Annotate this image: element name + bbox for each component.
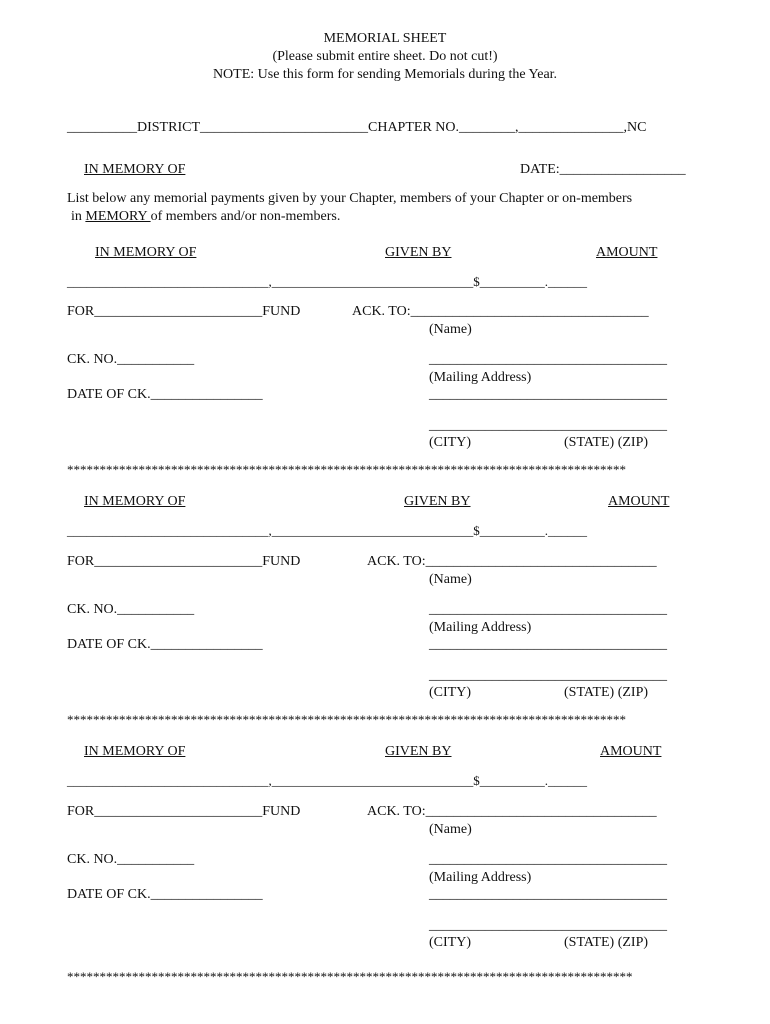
col-in-memory-of: IN MEMORY OF <box>84 744 186 759</box>
mailing-address-label: (Mailing Address) <box>429 870 532 885</box>
instructions-in: in <box>71 209 86 224</box>
section-separator: ************************************************************************************** <box>67 463 626 477</box>
city-state-zip-line[interactable]: __________________________________ <box>429 668 667 683</box>
name-label: (Name) <box>429 822 472 837</box>
col-amount: AMOUNT <box>608 494 670 509</box>
date-field[interactable]: DATE:__________________ <box>520 162 686 177</box>
in-memory-heading: IN MEMORY OF <box>84 162 186 177</box>
mailing-address-line[interactable]: __________________________________ <box>429 602 667 617</box>
entry-line[interactable]: _______________________________,_______________________________$__________.______ <box>67 773 587 788</box>
mailing-address-line-2[interactable]: __________________________________ <box>429 387 667 402</box>
col-in-memory-of: IN MEMORY OF <box>95 245 197 260</box>
instructions-memory: MEMORY <box>85 209 151 224</box>
memorial-entry-2 <box>0 494 770 734</box>
city-label: (CITY) <box>429 935 471 950</box>
form-title: MEMORIAL SHEET <box>323 31 447 46</box>
check-number-field[interactable]: CK. NO.___________ <box>67 602 195 617</box>
name-label: (Name) <box>429 572 472 587</box>
col-amount: AMOUNT <box>596 245 658 260</box>
for-fund-field[interactable]: FOR________________________FUND <box>67 804 301 819</box>
mailing-address-line[interactable]: __________________________________ <box>429 352 667 367</box>
district-chapter-line[interactable]: __________DISTRICT________________________CHAPTER NO.________,_______________,NC <box>67 120 647 135</box>
instructions-rest: of members and/or non-members. <box>150 209 341 224</box>
for-fund-field[interactable]: FOR________________________FUND <box>67 554 301 569</box>
mailing-address-label: (Mailing Address) <box>429 370 532 385</box>
ack-to-field[interactable]: ACK. TO:_________________________________ <box>367 554 657 569</box>
state-zip-label: (STATE) (ZIP) <box>564 435 649 450</box>
date-of-check-field[interactable]: DATE OF CK.________________ <box>67 387 263 402</box>
col-in-memory-of: IN MEMORY OF <box>84 494 186 509</box>
memorial-entry-1 <box>0 245 770 485</box>
check-number-field[interactable]: CK. NO.___________ <box>67 352 195 367</box>
entry-line[interactable]: _______________________________,_______________________________$__________.______ <box>67 274 587 289</box>
ack-to-field[interactable]: ACK. TO:_________________________________ <box>367 804 657 819</box>
check-number-field[interactable]: CK. NO.___________ <box>67 852 195 867</box>
col-given-by: GIVEN BY <box>385 245 452 260</box>
mailing-address-line[interactable]: __________________________________ <box>429 852 667 867</box>
for-fund-field[interactable]: FOR________________________FUND <box>67 304 301 319</box>
mailing-address-label: (Mailing Address) <box>429 620 532 635</box>
mailing-address-line-2[interactable]: __________________________________ <box>429 637 667 652</box>
form-subtitle: (Please submit entire sheet. Do not cut!) <box>272 49 498 64</box>
mailing-address-line-2[interactable]: __________________________________ <box>429 887 667 902</box>
instructions-line-1: List below any memorial payments given by your Chapter, members of your Chapter or on-members <box>67 191 633 206</box>
city-state-zip-line[interactable]: __________________________________ <box>429 918 667 933</box>
city-label: (CITY) <box>429 685 471 700</box>
entry-line[interactable]: _______________________________,_______________________________$__________.______ <box>67 523 587 538</box>
city-label: (CITY) <box>429 435 471 450</box>
ack-to-field[interactable]: ACK. TO:__________________________________ <box>352 304 649 319</box>
date-of-check-field[interactable]: DATE OF CK.________________ <box>67 887 263 902</box>
section-separator: *************************************************************************************** <box>67 970 633 984</box>
date-of-check-field[interactable]: DATE OF CK.________________ <box>67 637 263 652</box>
col-amount: AMOUNT <box>600 744 662 759</box>
city-state-zip-line[interactable]: __________________________________ <box>429 418 667 433</box>
state-zip-label: (STATE) (ZIP) <box>564 935 649 950</box>
col-given-by: GIVEN BY <box>404 494 471 509</box>
state-zip-label: (STATE) (ZIP) <box>564 685 649 700</box>
col-given-by: GIVEN BY <box>385 744 452 759</box>
instructions-line-2 <box>71 209 340 225</box>
section-separator: ************************************************************************************** <box>67 713 626 727</box>
name-label: (Name) <box>429 322 472 337</box>
form-note: NOTE: Use this form for sending Memorials during the Year. <box>212 67 558 82</box>
memorial-entry-3 <box>0 744 770 984</box>
